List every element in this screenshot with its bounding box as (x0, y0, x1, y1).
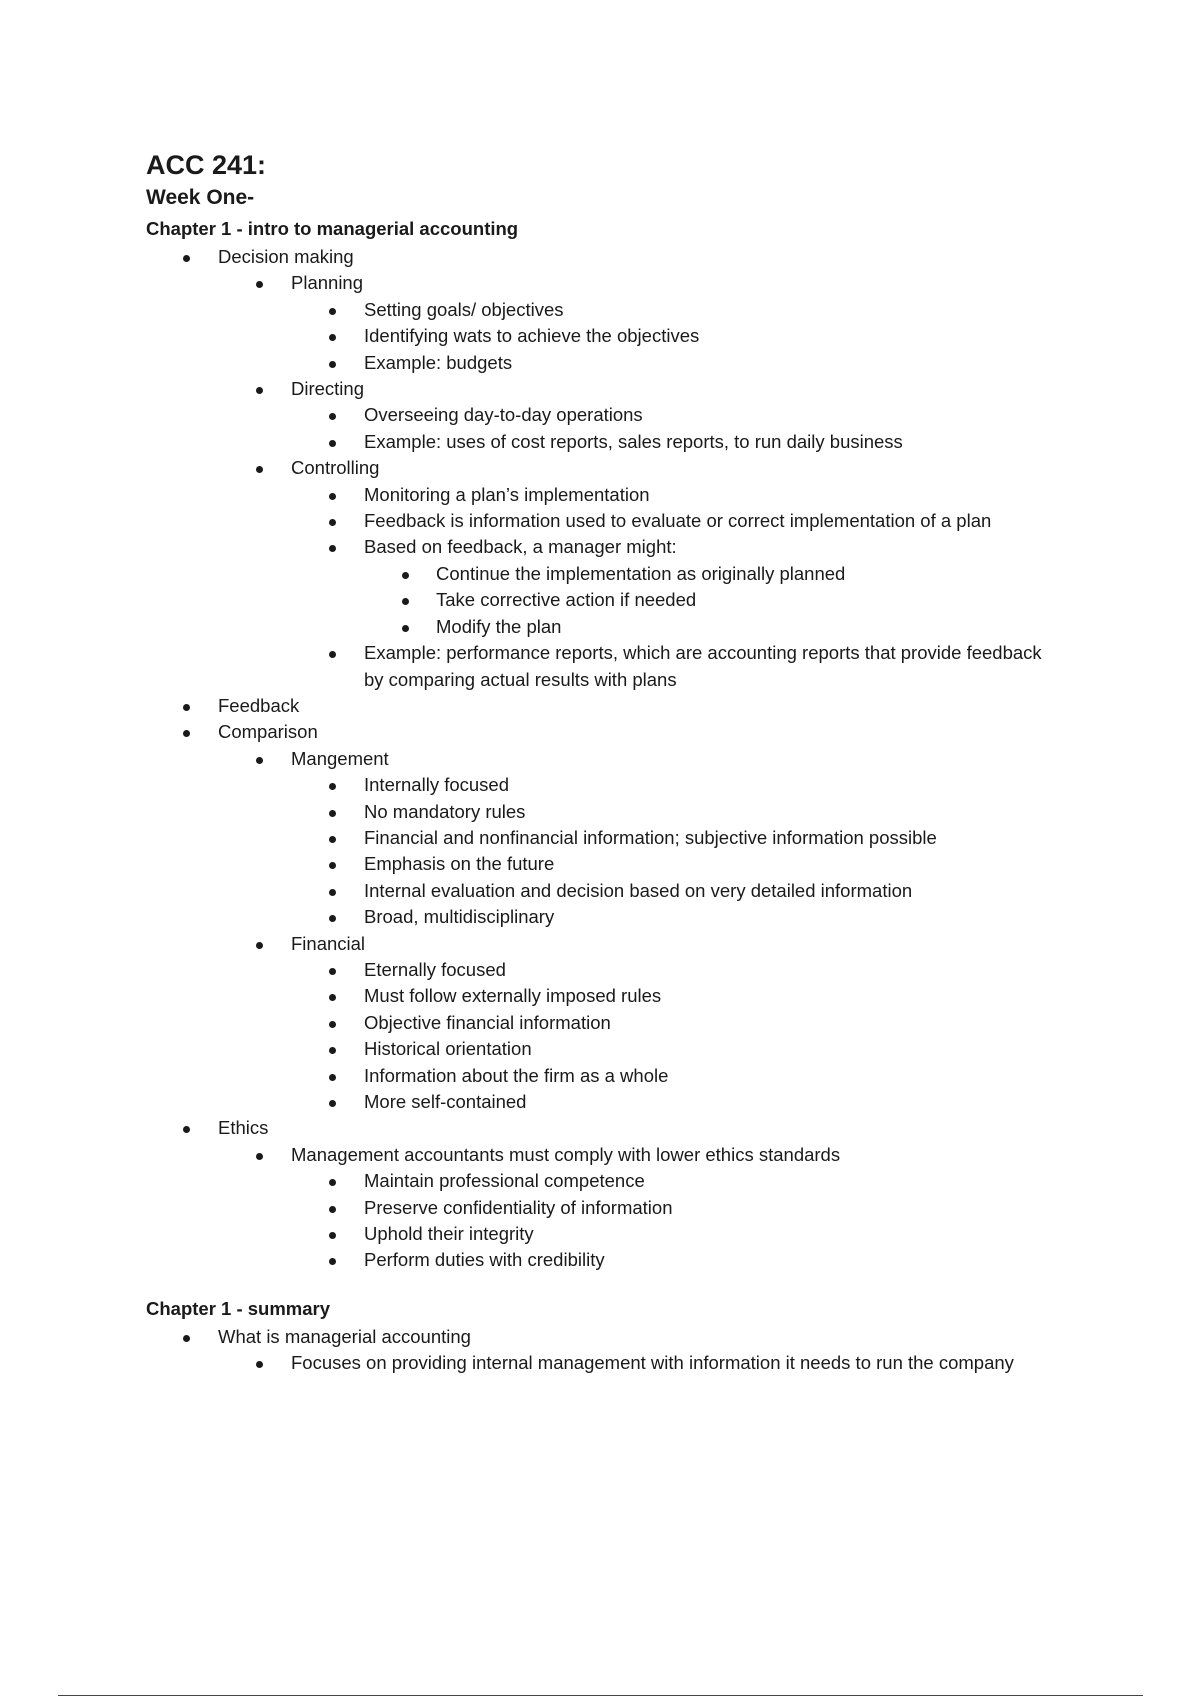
list-item: Focuses on providing internal management with information it needs to run the company (146, 1350, 1146, 1376)
document-title: ACC 241: (146, 150, 267, 180)
list-item: Feedback (146, 693, 1146, 719)
list-item: Example: budgets (146, 350, 1146, 376)
list-item: Monitoring a plan’s implementation (146, 482, 1146, 508)
list-item: Take corrective action if needed (146, 587, 1146, 613)
summary-list (146, 1324, 1146, 1377)
list-item: Internal evaluation and decision based on very detailed information (146, 878, 1146, 904)
list-item: Broad, multidisciplinary (146, 904, 1146, 930)
list-item: Uphold their integrity (146, 1221, 1146, 1247)
list-item: Eternally focused (146, 957, 1146, 983)
list-item: Comparison (146, 719, 1146, 745)
list-item: Setting goals/ objectives (146, 297, 1146, 323)
list-item: Modify the plan (146, 614, 1146, 640)
list-item: Example: uses of cost reports, sales reports, to run daily business (146, 429, 1146, 455)
list-item: More self-contained (146, 1089, 1146, 1115)
list-item: Information about the firm as a whole (146, 1063, 1146, 1089)
footer-divider (58, 1695, 1143, 1696)
list-item: Example: performance reports, which are accounting reports that provide feedback by comparing actual results with plans (146, 640, 1044, 693)
list-item: Preserve confidentiality of information (146, 1195, 1146, 1221)
list-item: Must follow externally imposed rules (146, 983, 1146, 1009)
week-heading: Week One- (146, 186, 255, 209)
document-page (146, 148, 1146, 1377)
list-item: Directing (146, 376, 1146, 402)
list-item: What is managerial accounting (146, 1324, 1146, 1350)
list-item: Management accountants must comply with lower ethics standards (146, 1142, 1146, 1168)
list-item: Planning (146, 270, 1146, 296)
list-item: Overseeing day-to-day operations (146, 402, 1146, 428)
list-item: Ethics (146, 1115, 1146, 1141)
list-item: Feedback is information used to evaluate or correct implementation of a plan (146, 508, 1146, 534)
summary-heading: Chapter 1 - summary (146, 1297, 331, 1319)
list-item: Identifying wats to achieve the objectives (146, 323, 1146, 349)
list-item: Based on feedback, a manager might: (146, 534, 1146, 560)
list-item: Perform duties with credibility (146, 1247, 1146, 1273)
list-item: Maintain professional competence (146, 1168, 1146, 1194)
list-item: Objective financial information (146, 1010, 1146, 1036)
list-item: Controlling (146, 455, 1146, 481)
list-item: Historical orientation (146, 1036, 1146, 1062)
list-item: Internally focused (146, 772, 1146, 798)
list-item: Financial (146, 931, 1146, 957)
chapter-heading: Chapter 1 - intro to managerial accounting (146, 218, 519, 239)
list-item: Decision making (146, 244, 1146, 270)
list-item: Mangement (146, 746, 1146, 772)
list-item: Emphasis on the future (146, 851, 1146, 877)
list-item: Financial and nonfinancial information; subjective information possible (146, 825, 1146, 851)
list-item: Continue the implementation as originally planned (146, 561, 1146, 587)
list-item: No mandatory rules (146, 799, 1146, 825)
notes-list (146, 244, 1146, 1274)
